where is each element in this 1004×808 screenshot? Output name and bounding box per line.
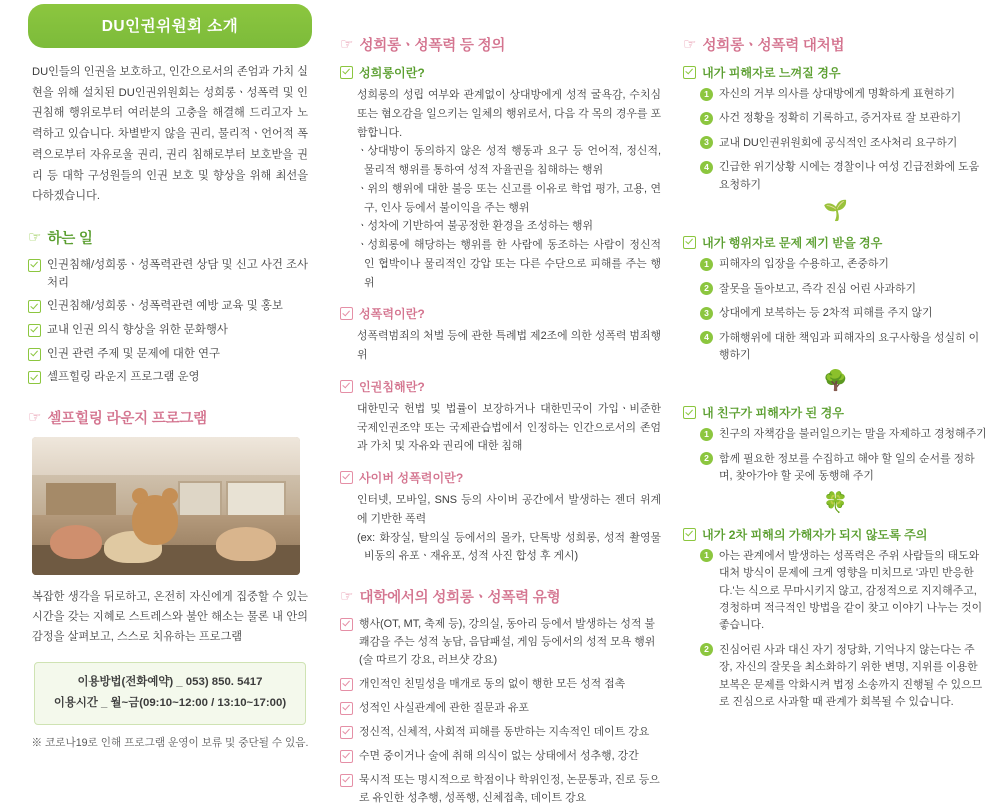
number-badge: 3	[700, 136, 713, 149]
response-group	[683, 526, 988, 712]
list-item	[28, 322, 312, 340]
definition-sub-list	[340, 142, 661, 292]
check-icon	[340, 618, 353, 631]
check-icon	[28, 371, 41, 384]
definition-title-label: 성희롱이란?	[359, 66, 425, 80]
lounge-heading-label: 셀프힐링 라운지 프로그램	[47, 411, 207, 428]
list-item-label: 교내 인권 의식 향상을 위한 문화행사	[47, 324, 228, 337]
list-item	[340, 748, 661, 766]
column-left	[0, 0, 330, 749]
definition-body: 성폭력범죄의 처벌 등에 관한 특례법 제2조에 의한 성폭력 범죄행위	[357, 330, 661, 361]
response-item-list	[683, 548, 988, 712]
definition-sub-list	[340, 529, 661, 567]
section-heading-response	[683, 34, 988, 55]
pointing-hand-icon: ☞	[28, 409, 42, 427]
list-item-label: 자신의 거부 의사를 상대방에게 명확하게 표현하기	[719, 88, 956, 100]
definitions-heading-label: 성희롱ㆍ성폭력 등 정의	[359, 38, 506, 54]
list-item-label: 정신적, 신체적, 사회적 피해를 동반하는 지속적인 데이트 강요	[359, 725, 650, 738]
list-item	[700, 305, 988, 322]
contact-hours: 이용시간 _ 월~금(09:10~12:00 / 13:10~17:00)	[53, 697, 287, 710]
definition-body: 대한민국 헌법 및 법률이 보장하거나 대한민국이 가입ㆍ비준한 국제인권조약 또는 국제관습법에서 인정하는 인간으로서의 존엄과 가치 및 자유와 권리에 대한 침해	[357, 402, 661, 453]
response-group	[683, 404, 988, 512]
contact-method: 이용방법(전화예약) _ 053) 850. 5417	[77, 675, 263, 688]
list-item-label: 인권침해/성희롱ㆍ성폭력관련 예방 교육 및 홍보	[47, 300, 283, 313]
list-item-label: 긴급한 위기상황 시에는 경찰이나 여성 긴급전화에 도움 요청하기	[719, 161, 980, 191]
response-group-title	[683, 404, 988, 421]
number-badge: 1	[700, 88, 713, 101]
check-icon	[28, 324, 41, 337]
list-item	[700, 135, 988, 152]
response-heading-label: 성희롱ㆍ성폭력 대처법	[702, 38, 845, 54]
response-item-list	[683, 426, 988, 485]
definition-sub: ㆍ상대방이 동의하지 않은 성적 행동과 요구 등 언어적, 정신적, 물리적 행위를 통하여 성적 자율권을 침해하는 행위	[357, 145, 661, 176]
response-group-title-label: 내 친구가 피해자가 된 경우	[702, 406, 844, 421]
number-badge: 4	[700, 161, 713, 174]
types-heading-label: 대학에서의 성희롱ㆍ성폭력 유형	[359, 590, 561, 606]
number-badge: 1	[700, 549, 713, 562]
column-middle	[330, 0, 675, 804]
check-icon	[340, 66, 353, 79]
list-item	[340, 772, 661, 808]
list-item-label: 성적인 사실관계에 관한 질문과 유포	[359, 701, 529, 714]
check-icon	[340, 702, 353, 715]
response-item-list	[683, 86, 988, 194]
list-item	[340, 616, 661, 670]
list-item	[700, 642, 988, 712]
number-badge: 2	[700, 112, 713, 125]
check-icon	[28, 259, 41, 272]
definition-title-label: 인권침해란?	[359, 379, 425, 394]
list-item	[340, 676, 661, 694]
list-item	[700, 281, 988, 298]
response-group-title	[683, 64, 988, 81]
pointing-hand-icon: ☞	[340, 36, 354, 53]
list-item-label: 묵시적 또는 명시적으로 학점이나 학위인정, 논문통과, 진로 등으로 유인한 성추행, 성폭행, 신체접촉, 데이트 강요	[359, 773, 660, 804]
definition-title	[340, 64, 661, 81]
definition-title-label: 사이버 성폭력이란?	[359, 471, 464, 485]
definition-title	[340, 305, 661, 322]
list-item-label: 상대에게 보복하는 등 2차적 피해를 주지 않기	[719, 307, 933, 320]
check-icon	[340, 380, 353, 393]
photo-teddy-bear	[132, 495, 178, 545]
response-group	[683, 64, 988, 221]
list-item	[28, 298, 312, 316]
response-item-list	[683, 256, 988, 364]
list-item-label: 행사(OT, MT, 축제 등), 강의실, 동아리 등에서 발생하는 성적 불쾌감을 주는 성적 농담, 음담패설, 게임 등에서의 성적 모욕 행위(술 따르기 강요, 러브샷 강요)	[359, 618, 656, 666]
section-heading-definitions	[340, 34, 661, 55]
check-icon	[28, 300, 41, 313]
list-item-label: 개인적인 친밀성을 매개로 동의 없이 행한 모든 성적 접촉	[359, 677, 626, 690]
check-icon	[340, 726, 353, 739]
definition-title-label: 성폭력이란?	[359, 307, 425, 322]
list-item	[340, 724, 661, 742]
list-item-label: 교내 DU인권위원회에 공식적인 조사처리 요구하기	[719, 136, 958, 149]
list-item	[340, 700, 661, 718]
clover-icon: 🍀	[823, 491, 848, 514]
definition-body: 성희롱의 성립 여부와 관계없이 상대방에게 성적 굴욕감, 수치심 또는 혐오감을 일으키는 일체의 행위로서, 다음 각 목의 경우를 포함합니다.	[357, 89, 661, 139]
list-item	[28, 346, 312, 364]
pointing-hand-icon: ☞	[28, 229, 42, 247]
list-item	[700, 256, 988, 273]
check-icon	[340, 750, 353, 763]
response-group-title-label: 내가 2차 피해의 가해자가 되지 않도록 주의	[702, 527, 928, 542]
definition-block	[340, 469, 661, 566]
check-icon	[28, 348, 41, 361]
number-badge: 1	[700, 258, 713, 271]
number-badge: 2	[700, 282, 713, 295]
definition-sub: ㆍ성차에 기반하여 불공정한 환경을 조성하는 행위	[357, 220, 594, 233]
pointing-hand-icon: ☞	[683, 36, 697, 53]
list-item-label: 가해행위에 대한 책임과 피해자의 요구사항을 성실히 이행하기	[719, 331, 980, 361]
column-right	[675, 0, 1004, 709]
definition-title	[340, 469, 661, 486]
list-item-label: 사건 정황을 정확히 기록하고, 증거자료 잘 보관하기	[719, 112, 962, 125]
list-item	[700, 110, 988, 127]
number-badge: 3	[700, 307, 713, 320]
check-icon	[683, 66, 696, 79]
types-list	[340, 616, 661, 808]
list-item	[700, 426, 988, 443]
photo-beanbag	[216, 527, 276, 561]
lounge-caption: 복잡한 생각을 뒤로하고, 온전히 자신에게 집중할 수 있는 시간을 갖는 지혜로 스트레스와 불안 해소는 물론 내 안의 감정을 살펴보고, 스스로 치유하는 프로그램	[32, 591, 308, 644]
list-item-label: 친구의 자책감을 불러일으키는 말을 자제하고 경청해주기	[719, 428, 987, 441]
potted-plant-icon: 🌳	[823, 370, 848, 393]
lounge-contact-box	[34, 662, 306, 725]
lounge-note: ※ 코로나19로 인해 프로그램 운영이 보류 및 중단될 수 있음.	[31, 736, 309, 749]
list-item	[700, 451, 988, 486]
work-list	[28, 257, 312, 387]
photo-shelf	[46, 483, 116, 517]
section-heading-work	[28, 227, 312, 248]
list-item	[28, 257, 312, 292]
check-icon	[340, 307, 353, 320]
list-item	[700, 159, 988, 194]
photo-window-small	[178, 481, 222, 517]
check-icon	[683, 236, 696, 249]
list-item-label: 인권 관련 주제 및 문제에 대한 연구	[47, 347, 221, 360]
list-item-label: 함께 필요한 정보를 수집하고 해야 할 일의 순서를 정하며, 찾아가야 할 곳에 동행해 주기	[719, 452, 975, 483]
definition-sub: ㆍ성희롱에 해당하는 행위를 한 사람에 동조하는 사람이 정신적인 협박이나 물리적인 강압 또는 다른 수단으로 피해를 주는 행위	[357, 239, 661, 289]
intro-card	[28, 4, 312, 48]
check-icon	[340, 678, 353, 691]
check-icon	[683, 406, 696, 419]
definition-sub: (ex: 화장실, 탈의실 등에서의 몰카, 단톡방 성희롱, 성적 촬영물 비동의 유포ㆍ재유포, 성적 사진 합성 후 게시)	[357, 531, 661, 563]
list-item-label: 셀프힐링 라운지 프로그램 운영	[47, 371, 200, 384]
lounge-photo	[32, 437, 300, 575]
number-badge: 4	[700, 331, 713, 344]
definition-sub: ㆍ위의 행위에 대한 불응 또는 신고를 이유로 학업 평가, 고용, 연구, 인사 등에서 불이익을 주는 행위	[357, 182, 661, 214]
list-item	[700, 330, 988, 365]
section-heading-lounge	[28, 407, 312, 428]
list-item	[700, 548, 988, 635]
list-item	[700, 86, 988, 103]
list-item-label: 잘못을 돌아보고, 즉각 진심 어린 사과하기	[719, 282, 917, 295]
definition-title	[340, 378, 661, 395]
definition-block	[340, 64, 661, 292]
list-item-label: 피해자의 입장을 수용하고, 존중하기	[719, 258, 889, 271]
list-item-label: 수면 중이거나 술에 취해 의식이 없는 상태에서 성추행, 강간	[359, 749, 639, 762]
list-item-label: 진심어린 사과 대신 자기 정당화, 기억나지 않는다는 주장, 자신의 잘못을 최소화하기 위한 변명, 지위를 이용한 보복은 문제를 악화시켜 법정 소송까지 진행될 수 있으므로 진심으로 사과할 때 관계가 회복될 수 있습니다.	[719, 643, 983, 709]
plant-icon: 🌱	[823, 200, 848, 223]
photo-beanbag	[50, 525, 102, 559]
definition-block	[340, 378, 661, 456]
response-group	[683, 234, 988, 391]
check-icon	[340, 774, 353, 787]
response-group-title	[683, 234, 988, 251]
list-item-label: 아는 관계에서 발생하는 성폭력은 주위 사람들의 태도와 대처 방식이 문제에 크게 영향을 미치므로 '과민 반응한다.'는 식으로 무마시키지 않고, 감정적으로 지지해주고, 경청하며 적극적인 방법을 같이 찾고 이야기 나누는 것이 좋습니다.	[719, 549, 983, 632]
number-badge: 2	[700, 452, 713, 465]
pointing-hand-icon: ☞	[340, 588, 354, 605]
check-icon	[340, 471, 353, 484]
list-item-label: 인권침해/성희롱ㆍ성폭력관련 상담 및 신고 사건 조사처리	[47, 259, 309, 289]
response-group-title-label: 내가 피해자로 느껴질 경우	[702, 66, 841, 80]
check-icon	[683, 528, 696, 541]
response-group-title-label: 내가 행위자로 문제 제기 받을 경우	[702, 236, 883, 251]
work-heading-label: 하는 일	[47, 231, 93, 248]
photo-ceiling	[32, 437, 300, 477]
number-badge: 2	[700, 643, 713, 656]
section-heading-types	[340, 586, 661, 607]
definition-block	[340, 305, 661, 365]
intro-body: DU인들의 인권을 보호하고, 인간으로서의 존엄과 가치 실현을 위해 설치된 DU인권위원회는 성희롱ㆍ성폭력 및 인권침해 행위로부터 여러분의 고충을 해결해 드리고자 노력하고 있습니다. 차별받지 않을 권리, 물리적ㆍ언어적 폭력으로부터 자유로울 권리, 권리 침해로부터 보호받을 권리 등 대학 구성원들의 인권 보호 및 향상을 위해 최선을 다하겠습니다.	[32, 66, 308, 203]
response-group-title	[683, 526, 988, 543]
number-badge: 1	[700, 428, 713, 441]
list-item	[28, 369, 312, 387]
definition-body: 인터넷, 모바일, SNS 등의 사이버 공간에서 발생하는 젠더 위계에 기반한 폭력	[357, 494, 661, 525]
intro-title: DU인권위원회 소개	[101, 18, 239, 35]
